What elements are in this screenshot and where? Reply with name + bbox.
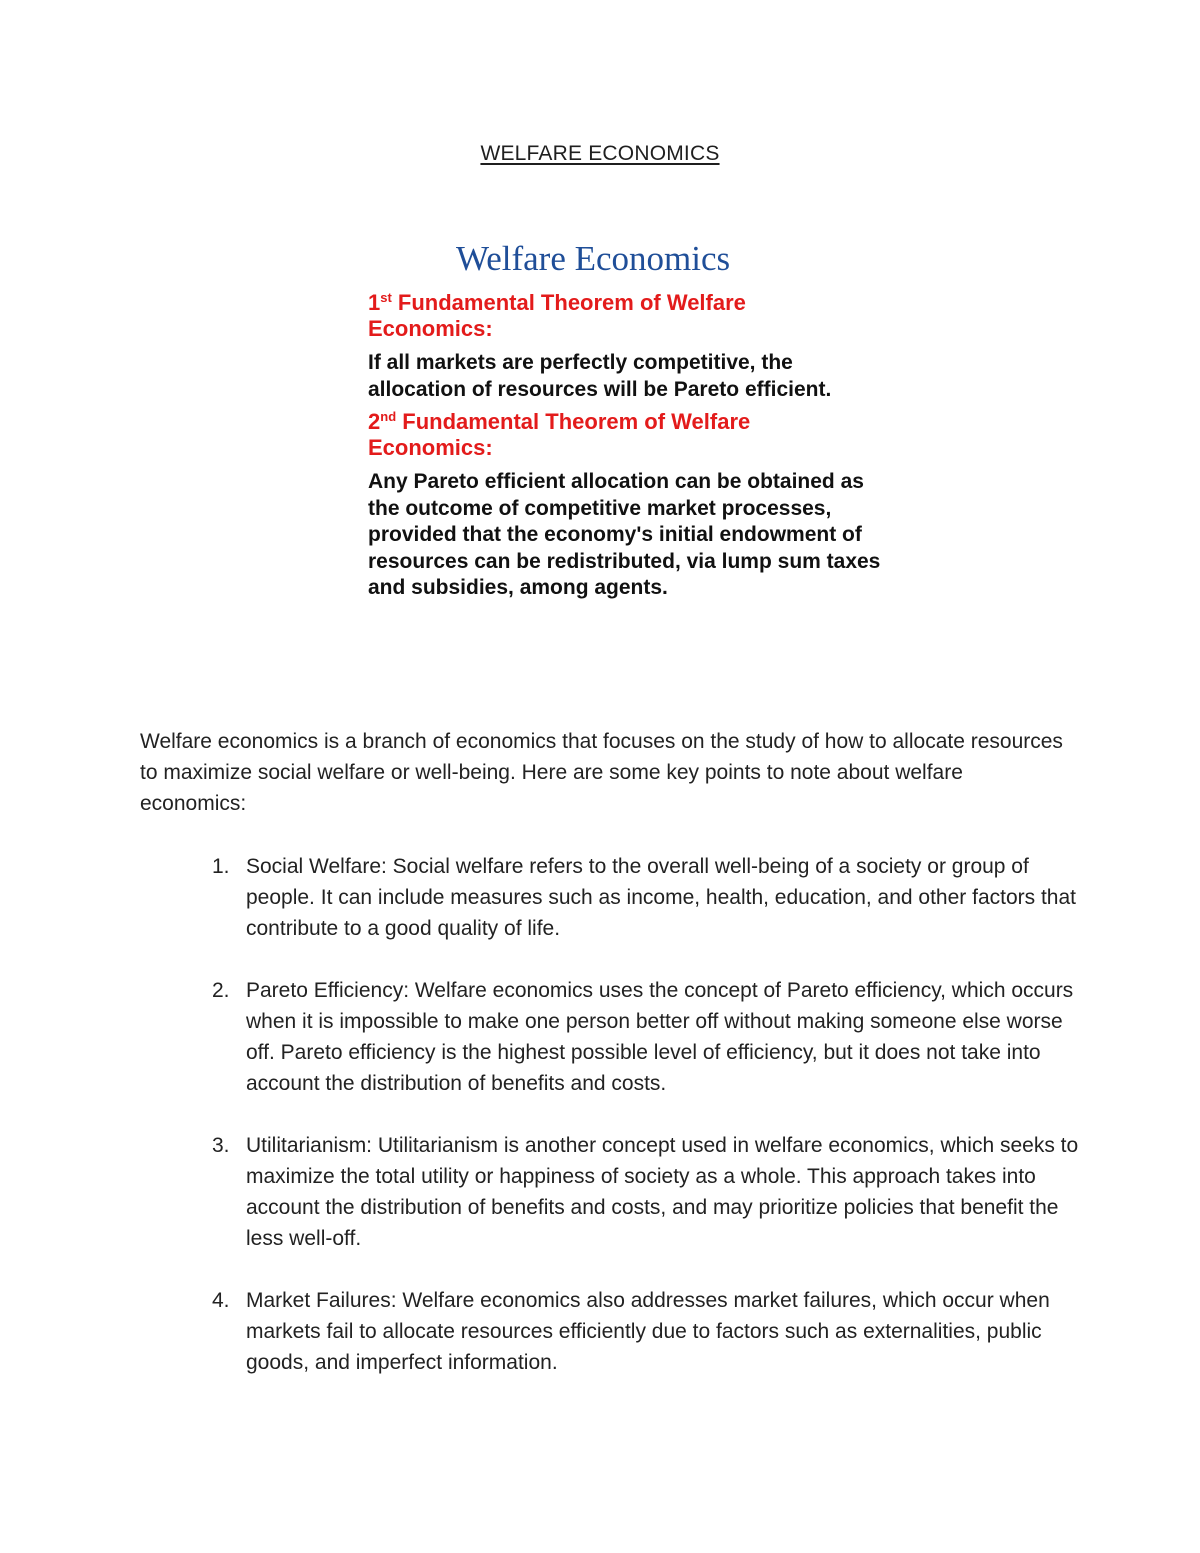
- theorem-1-heading-text: Fundamental Theorem of Welfare Economics:: [368, 290, 746, 341]
- list-item: [200, 1130, 1080, 1254]
- list-item-number: 3.: [212, 1134, 230, 1157]
- list-item-text: Pareto Efficiency: Welfare economics uses the concept of Pareto efficiency, which occurs when it is impossible to make one person better off without making someone else worse off. Pareto efficiency is the highest possible level of efficiency, but it does not take into account the distribution of benefits and costs.: [246, 979, 1074, 1095]
- intro-paragraph: Welfare economics is a branch of economics that focuses on the study of how to allocate resources to maximize social welfare or well-being. Here are some key points to note about welfare economics:: [140, 730, 1063, 815]
- page-title: WELFARE ECONOMICS: [480, 142, 720, 165]
- theorem-1-body: If all markets are perfectly competitive, the allocation of resources will be Pareto efficient.: [368, 351, 832, 401]
- list-item-text: Utilitarianism: Utilitarianism is another concept used in welfare economics, which seeks to maximize the total utility or happiness of society as a whole. This approach takes into account the distribution of benefits and costs, and may prioritize policies that benefit the less well-off.: [246, 1134, 1079, 1250]
- list-item-number: 1.: [212, 855, 230, 878]
- theorem-2-ordinal-suffix: nd: [380, 409, 397, 424]
- theorem-1-number: 1: [368, 290, 381, 315]
- theorem-2-number: 2: [368, 409, 381, 434]
- list-item-number: 4.: [212, 1289, 230, 1312]
- figure-title: Welfare Economics: [456, 239, 731, 278]
- list-item: [200, 1285, 1080, 1378]
- list-item-text: Social Welfare: Social welfare refers to the overall well-being of a society or group of people. It can include measures such as income, health, education, and other factors that contribute to a good quality of life.: [246, 855, 1077, 940]
- theorems-figure: [360, 236, 890, 602]
- key-points-list: [200, 851, 1080, 1409]
- theorem-2-body: Any Pareto efficient allocation can be obtained as the outcome of competitive market processes, provided that the economy's initial endowment of resources can be redistributed, via lump sum taxes and subsidies, among agents.: [368, 470, 881, 599]
- theorem-1-heading: [368, 290, 838, 342]
- list-item-number: 2.: [212, 979, 230, 1002]
- list-item: [200, 851, 1080, 944]
- list-item-text: Market Failures: Welfare economics also addresses market failures, which occur when markets fail to allocate resources efficiently due to factors such as externalities, public goods, and imperfect information.: [246, 1289, 1050, 1374]
- theorem-2-heading: [368, 409, 838, 461]
- theorem-2-heading-text: Fundamental Theorem of Welfare Economics:: [368, 409, 751, 460]
- theorem-1-ordinal-suffix: st: [380, 290, 392, 305]
- list-item: [200, 975, 1080, 1099]
